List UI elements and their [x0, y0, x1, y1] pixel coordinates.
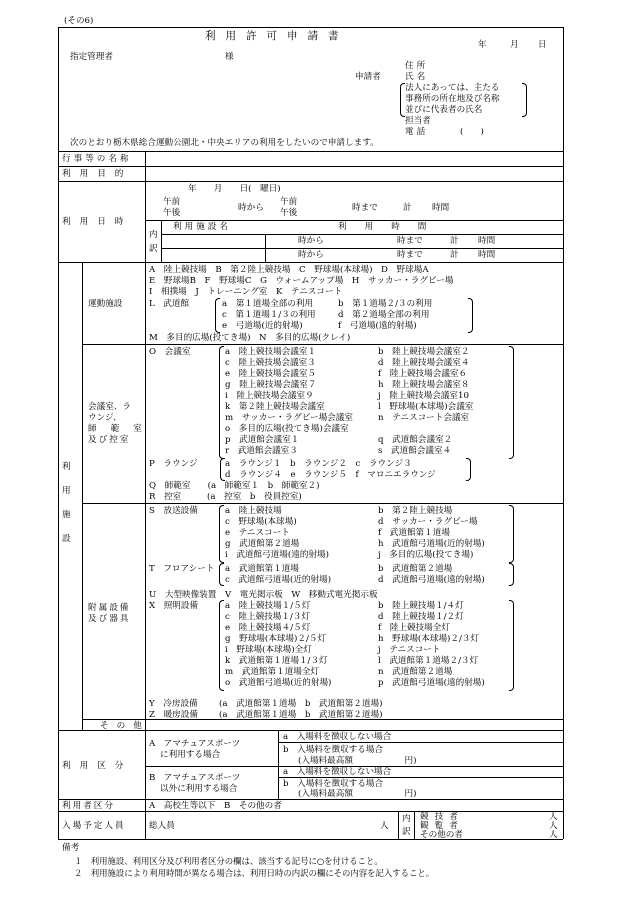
- lighting-option: f 陸上競技場全灯: [378, 623, 450, 633]
- other-label: その他: [100, 721, 150, 731]
- broadcast-option: c 野球場(本球場): [225, 517, 297, 527]
- budokan-option-d: d 第２道場全部の利用: [338, 310, 430, 320]
- broadcast-bracket-left: [219, 505, 224, 563]
- other-top-line: [82, 719, 563, 720]
- lighting-option: h 野球場(本球場)２/３灯: [378, 634, 480, 644]
- usage-a-line-2: に利用する場合: [160, 750, 221, 760]
- breakdown-from-2: 時から: [298, 250, 324, 260]
- user-class-top-line: [58, 799, 563, 800]
- total-persons-unit: 人: [380, 821, 389, 831]
- corp-note-line2: 事務所の所在地及び名称: [405, 94, 500, 104]
- breakdown-from-1: 時から: [298, 236, 324, 246]
- note-2: ２ 利用施設により利用時間が異なる場合は、利用日時の内訳の欄にその内容を記入すること。: [74, 868, 435, 878]
- meeting-room-option: q 武道館会議室２: [378, 435, 453, 445]
- label-column-divider-top: [145, 151, 146, 262]
- equipment-top-line: [82, 503, 563, 504]
- end-am-label: 午前: [280, 197, 298, 207]
- datetime-label: 利用日時: [62, 217, 133, 227]
- user-class-value: A 高校生等以下 B その他の者: [149, 801, 282, 811]
- frame-left: [58, 27, 59, 839]
- waiting-room-line: R 控室 (a 控室 b 役員控室): [149, 492, 302, 502]
- frame-right: [563, 27, 564, 839]
- breakdown-until-1: 時まで: [397, 236, 423, 246]
- budokan-option-a: a 第１道場全部の利用: [222, 299, 314, 309]
- rooms-top-line: [82, 344, 563, 345]
- instructor-room-line: Q 師範室 (a 師範室１ b 師範室２): [149, 481, 320, 491]
- lounge-bracket-right: [466, 458, 471, 481]
- cooling-label: Y 冷房設備: [149, 699, 198, 709]
- broadcast-option: a 陸上競技場: [225, 506, 282, 516]
- corp-note-bracket-right: [522, 83, 527, 117]
- usage-top-line: [58, 730, 563, 731]
- usage-a-option-b: b 入場料を徴収する場合: [283, 745, 384, 755]
- start-am-label: 午前: [163, 197, 181, 207]
- lighting-option: m 武道館第１道場全灯: [225, 667, 320, 677]
- note-1: １ 利用施設、利用区分及び利用者区分の欄は、該当する記号に○を付けること。: [74, 856, 383, 866]
- lighting-option: i 野球場(本球場)全灯: [225, 645, 312, 655]
- usage-label-divider: [145, 730, 146, 839]
- heating-line: (a 武道館第１道場 b 武道館第２道場): [219, 710, 383, 720]
- broadcast-bracket-right: [509, 505, 514, 563]
- broadcast-option: b 第２陸上競技場: [378, 506, 453, 516]
- meeting-room-option: c 陸上競技場会議室３: [225, 358, 316, 368]
- sports-facility-label: 運動施設: [88, 299, 123, 309]
- video-equipment-line: U 大型映像装置 V 電光掲示板 W 移動式電光掲示板: [149, 590, 378, 600]
- sports-line-2: E 野球場B F 野球場C G ウォームアップ場 H サッカー・ラグビー場: [149, 276, 454, 286]
- meeting-room-option: h 陸上競技場会議室８: [378, 380, 470, 390]
- meeting-room-option: b 陸上競技場会議室２: [378, 347, 470, 357]
- facilities-top-line: [58, 262, 563, 263]
- lighting-bracket-left: [219, 600, 224, 691]
- budokan-option-f: f 弓道場(遠的射場): [338, 321, 417, 331]
- meeting-room-option: o 多目的広場(投てき場)会議室: [225, 424, 349, 434]
- meeting-room-option: k 第２陸上競技場会議室: [225, 402, 325, 412]
- breakdown-hours-2: 時間: [478, 250, 496, 260]
- breakdown-total-1: 計: [450, 236, 459, 246]
- addressee-suffix: 様: [225, 52, 234, 62]
- lounge-label: P ラウンジ: [149, 459, 198, 469]
- meeting-room-option: f 陸上競技場会議室６: [378, 369, 468, 379]
- usage-b-max-fee: (入場料最高額 円): [298, 789, 417, 799]
- lighting-option: e 陸上競技場４/５灯: [225, 623, 311, 633]
- date-day-label: 日: [538, 40, 547, 50]
- row-line-event-top: [58, 151, 563, 152]
- usage-b-option-a: a 入場料を徴収しない場合: [283, 767, 392, 777]
- usage-a-option-a: a 入場料を徴収しない場合: [283, 732, 392, 742]
- breakdown-col-divider: [265, 234, 266, 262]
- lighting-option: g 野球場(本球場)２/５灯: [225, 634, 327, 644]
- lighting-option: c 陸上競技場１/３灯: [225, 612, 311, 622]
- budokan-bracket-right: [468, 298, 473, 333]
- frame-bottom: [58, 839, 563, 840]
- budokan-label: L 武道館: [149, 299, 190, 309]
- rooms-label-1: 会議室、ラ: [88, 402, 131, 412]
- breakdown-top-line: [145, 220, 563, 221]
- spectators-unit: 人: [549, 821, 558, 831]
- lighting-option: n 武道館第２道場: [378, 667, 453, 677]
- breakdown-char2: 訳: [149, 244, 158, 254]
- attendance-breakdown-divider-right: [414, 811, 415, 839]
- broadcast-option: j 多目的広場(投てき場): [378, 550, 474, 560]
- lounge-line-1: a ラウンジ１ b ラウンジ２ c ラウンジ３: [225, 459, 412, 469]
- lighting-option: k 武道館第１道場１/３灯: [225, 656, 328, 666]
- date-year-label: 年: [478, 40, 487, 50]
- meeting-room-option: p 武道館会議室１: [225, 435, 300, 445]
- usage-b-option-b: b 入場料を徴収する場合: [283, 779, 384, 789]
- facility-name-header: 利用施設名: [173, 222, 231, 232]
- attendance-top-line: [58, 811, 563, 812]
- meeting-room-label: O 会議室: [149, 347, 191, 357]
- end-pm-label: 午後: [280, 208, 298, 218]
- time-header: 利用時間: [338, 222, 445, 232]
- facility-category-char3: 施: [62, 510, 71, 520]
- rooms-label-3: 師範室: [88, 424, 156, 434]
- athletes-label: 競技者: [420, 812, 464, 822]
- floor-bracket-left: [219, 563, 224, 586]
- broadcast-option: e テニスコート: [225, 528, 290, 538]
- meeting-room-option: g 陸上競技場会議室７: [225, 380, 317, 390]
- usage-option-divider: [278, 730, 279, 799]
- usage-a-inner-line: [278, 742, 563, 743]
- spectators-label: 観覧者: [420, 821, 464, 831]
- equipment-label-1: 附属設備: [88, 603, 131, 613]
- usage-category-label: 利用区分: [62, 761, 133, 771]
- form-number: (その6): [64, 16, 94, 26]
- user-class-label: 利用者区分: [62, 801, 115, 811]
- heating-label: Z 暖房設備: [149, 710, 198, 720]
- broadcast-option: i 武道館弓道場(遠的射場): [225, 550, 329, 560]
- event-name-label: 行事等の名称: [62, 154, 132, 164]
- lighting-option: p 武道館弓道場(遠的射場): [378, 678, 485, 688]
- total-persons-label: 総人員: [149, 821, 175, 831]
- meeting-bracket-left: [219, 346, 224, 459]
- others-label: その他の者: [420, 830, 463, 840]
- attendance-breakdown-char1: 内: [402, 814, 411, 824]
- total-label: 計: [403, 203, 412, 213]
- floor-sheet-option: b 武道館第２道場: [378, 564, 453, 574]
- meeting-room-option: s 武道館会議室４: [378, 446, 452, 456]
- lighting-bracket-right: [509, 600, 514, 691]
- breakdown-label-divider: [161, 220, 162, 262]
- usage-a-max-fee: (入場料最高額 円): [298, 756, 417, 766]
- meeting-room-option: l 野球場(本球場)会議室: [378, 402, 474, 412]
- until-label: 時まで: [352, 203, 378, 213]
- facility-category-divider: [82, 262, 83, 730]
- lighting-option: b 陸上競技場１/４灯: [378, 601, 464, 611]
- notes-title: 備考: [62, 843, 80, 853]
- breakdown-line2: [161, 248, 563, 249]
- date-line: 年 月 日( 曜日): [188, 184, 281, 194]
- usage-b-line-2: 以外に利用する場合: [160, 784, 238, 794]
- attendance-breakdown-divider-left: [398, 811, 399, 839]
- facility-subcategory-divider: [145, 262, 146, 730]
- attendance-breakdown-char2: 訳: [402, 827, 411, 837]
- date-month-label: 月: [510, 40, 519, 50]
- floor-sheet-option: c 武道館弓道場(近的射場): [225, 575, 332, 585]
- floor-sheet-option: d 武道館弓道場(遠的射場): [378, 575, 485, 585]
- facility-category-char4: 設: [62, 534, 71, 544]
- lighting-option: j テニスコート: [378, 645, 441, 655]
- rooms-label-4: 及び控室: [88, 435, 131, 445]
- broadcast-label: S 放送設備: [149, 506, 198, 516]
- budokan-option-e: e 弓道場(近的射場): [222, 321, 303, 331]
- facility-category-char1: 利: [62, 462, 71, 472]
- budokan-option-b: b 第１道場２/３の利用: [338, 299, 433, 309]
- row-line-purpose-top: [58, 166, 563, 167]
- meeting-room-option: j 陸上競技場会議室10: [378, 391, 469, 401]
- lighting-option: d 陸上競技場１/２灯: [378, 612, 464, 622]
- broadcast-option: h 武道館弓道場(近的射場): [378, 539, 485, 549]
- corp-note-line3: 並びに代表者の氏名: [405, 105, 483, 115]
- usage-b-inner-line: [278, 777, 563, 778]
- sports-line-1: A 陸上競技場 B 第２陸上競技場 C 野球場(本球場) D 野球場A: [149, 265, 429, 275]
- equipment-label-2: 及び器具: [88, 614, 131, 624]
- addressee-label: 指定管理者: [70, 52, 113, 62]
- purpose-label: 利用目的: [62, 169, 133, 179]
- applicant-label: 申請者: [355, 72, 381, 82]
- meeting-room-option: a 陸上競技場会議室１: [225, 347, 317, 357]
- floor-bracket-right: [509, 563, 514, 586]
- breakdown-total-2: 計: [450, 250, 459, 260]
- breakdown-hours-1: 時間: [478, 236, 496, 246]
- corp-note-line1: 法人にあっては、主たる: [405, 83, 500, 93]
- phone-parens: ( ): [460, 127, 484, 137]
- intro-text: 次のとおり栃木県総合運動公園北・中央エリアの利用をしたいので申請します。: [70, 138, 379, 148]
- person-in-charge-label: 担当者: [405, 116, 431, 126]
- usage-a-line-1: A アマチュアスポーツ: [149, 739, 241, 749]
- usage-b-line-1: B アマチュアスポーツ: [149, 773, 241, 783]
- sports-line-m: M 多目的広場(投てき場) N 多目的広場(クレイ): [149, 333, 351, 343]
- meeting-room-option: d 陸上競技場会議室４: [378, 358, 470, 368]
- broadcast-option: f 武道館第１道場: [378, 528, 450, 538]
- breakdown-line1: [161, 234, 563, 235]
- lighting-option: l 武道館第１道場２/３灯: [378, 656, 479, 666]
- address-label: 住所: [405, 61, 429, 71]
- meeting-room-option: r 武道館会議室３: [225, 446, 298, 456]
- broadcast-option: g 武道館第２道場: [225, 539, 300, 549]
- floor-sheet-label: T フロアシート: [149, 564, 215, 574]
- attendance-label: 入場予定人員: [62, 821, 126, 831]
- meeting-bracket-right: [509, 346, 514, 459]
- lounge-line-2: d ラウンジ４ e ラウンジ５ f マロニエラウンジ: [225, 470, 436, 480]
- lighting-label: X 照明設備: [149, 601, 199, 611]
- facility-category-char2: 用: [62, 486, 71, 496]
- budokan-bracket-left: [215, 298, 220, 333]
- name-label: 氏名: [405, 72, 429, 82]
- lighting-option: a 陸上競技場１/５灯: [225, 601, 311, 611]
- start-pm-label: 午後: [163, 208, 181, 218]
- cooling-line: (a 武道館第１道場 b 武道館第２道場): [219, 699, 383, 709]
- floor-sheet-option: a 武道館第１道場: [225, 564, 299, 574]
- breakdown-until-2: 時まで: [397, 250, 423, 260]
- row-line-datetime-top: [58, 181, 563, 182]
- from-label: 時から: [238, 203, 264, 213]
- form-title: 利用許可申請書: [205, 30, 349, 42]
- frame-top: [58, 27, 563, 28]
- budokan-option-c: c 第１道場１/３の利用: [222, 310, 316, 320]
- hours-label: 時間: [432, 203, 450, 213]
- phone-label: 電話: [405, 127, 429, 137]
- broadcast-option: d サッカー・ラグビー場: [378, 517, 478, 527]
- athletes-unit: 人: [549, 812, 558, 822]
- meeting-room-option: m サッカー・ラグビー場会議室: [225, 413, 353, 423]
- rooms-label-2: ウンジ、: [88, 413, 122, 423]
- others-unit: 人: [549, 830, 558, 840]
- lighting-option: o 武道館弓道場(近的射場): [225, 678, 332, 688]
- meeting-room-option: i 陸上競技場会議室９: [225, 391, 314, 401]
- meeting-room-option: e 陸上競技場会議室５: [225, 369, 317, 379]
- sports-line-3: I 相撲場 J トレーニング室 K テニスコート: [149, 287, 343, 297]
- meeting-room-option: n テニスコート会議室: [378, 413, 470, 423]
- breakdown-char1: 内: [149, 230, 158, 240]
